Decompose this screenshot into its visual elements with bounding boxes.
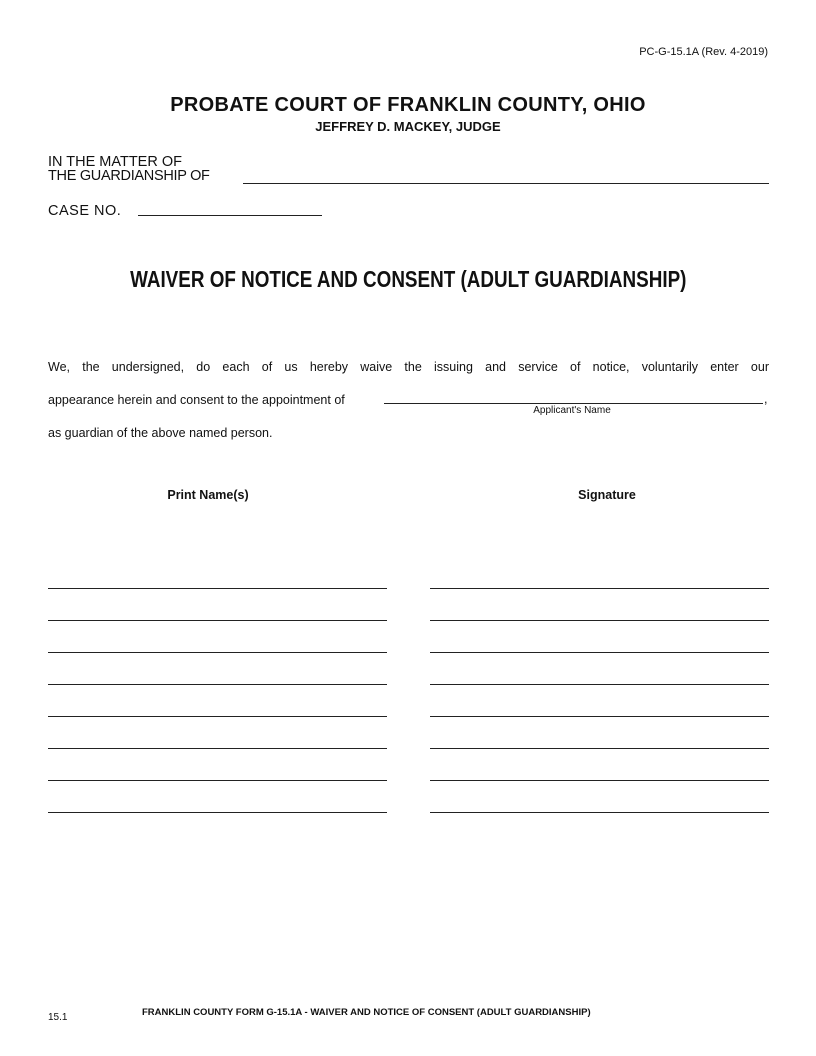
signature-field[interactable] — [430, 716, 769, 717]
signature-field[interactable] — [430, 652, 769, 653]
signature-field[interactable] — [430, 620, 769, 621]
form-number: PC-G-15.1A (Rev. 4-2019) — [639, 46, 768, 58]
guardianship-name-field[interactable] — [243, 183, 769, 184]
print-name-field[interactable] — [48, 652, 387, 653]
matter-label: IN THE MATTER OF — [48, 154, 182, 170]
document-title — [0, 266, 816, 293]
print-name-field[interactable] — [48, 684, 387, 685]
page-number: 15.1 — [48, 1012, 68, 1023]
signature-header: Signature — [578, 488, 636, 502]
body-line-3: as guardian of the above named person. — [48, 426, 273, 440]
print-names-header: Print Name(s) — [167, 488, 249, 502]
signature-field[interactable] — [430, 780, 769, 781]
case-no-field[interactable] — [138, 215, 322, 216]
signature-field[interactable] — [430, 588, 769, 589]
print-name-field[interactable] — [48, 716, 387, 717]
print-name-field[interactable] — [48, 748, 387, 749]
signature-field[interactable] — [430, 748, 769, 749]
title-text: WAIVER OF NOTICE AND CONSENT (ADULT GUARDIANSHIP) — [129, 266, 687, 292]
signature-field[interactable] — [430, 812, 769, 813]
case-no-label: CASE NO. — [48, 203, 122, 219]
footer: FRANKLIN COUNTY FORM G-15.1A - WAIVER AND NOTICE OF CONSENT (ADULT GUARDIANSHIP) — [142, 1007, 591, 1018]
print-name-field[interactable] — [48, 620, 387, 621]
signature-field[interactable] — [430, 684, 769, 685]
body-line-2: appearance herein and consent to the appointment of — [48, 393, 345, 407]
court-name: PROBATE COURT OF FRANKLIN COUNTY, OHIO — [170, 94, 646, 116]
comma: , — [764, 392, 768, 406]
print-name-field[interactable] — [48, 812, 387, 813]
body-line-1: We, the undersigned, do each of us hereby waive the issuing and service of notice, voluntarily enter our — [48, 360, 769, 374]
judge-name: JEFFREY D. MACKEY, JUDGE — [315, 119, 501, 134]
applicant-name-label: Applicant's Name — [533, 405, 611, 416]
print-name-field[interactable] — [48, 588, 387, 589]
applicant-name-field[interactable] — [384, 403, 763, 404]
guardianship-label: THE GUARDIANSHIP OF — [48, 168, 210, 184]
print-name-field[interactable] — [48, 780, 387, 781]
